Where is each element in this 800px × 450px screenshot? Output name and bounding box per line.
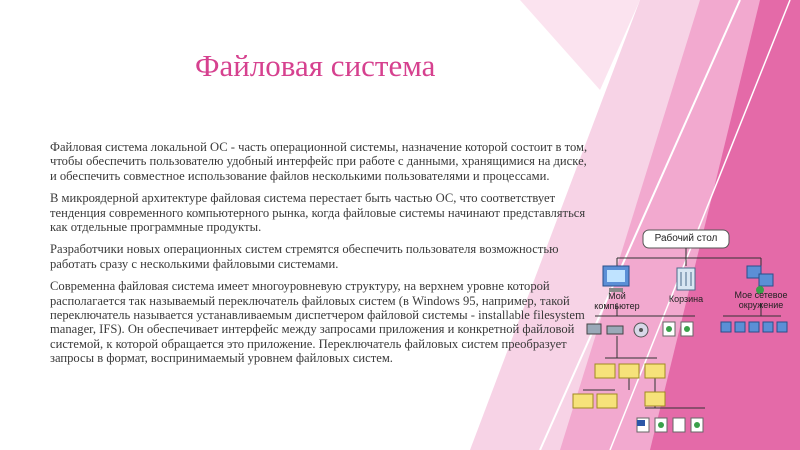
file-icons [637,418,703,432]
paragraph: Файловая система локальной ОС - часть операционной системы, назначение которой состоит в том, чтобы обеспечить пользователю удобный интерфейс при работе с данными, хранящимися на диске, и обеспечить совместное использование файлов несколькими пользователями и процессами. [50,140,588,183]
trash-icon [677,268,695,290]
paragraph: Современна файловая система имеет многоуровневую структуру, на верхнем уровне которой располагается так называемый переключатель файловых систем (в Windows 95, например, такой переключатель называется устанавливаемым диспетчером файловой системы - installable filesystem manager, IFS). Он обеспечивает интерфейс между запросами приложения и конкретной файловой системой, к которой обращается это приложение. Переключатель файловых систем преобразует запросы в формат, воспринимаемый уровнем файловых систем. [50,279,585,366]
paragraph: Разработчики новых операционных систем стремятся обеспечить пользователя возможностью работать сразу с несколькими файловыми системами. [50,242,559,271]
drive-icon [587,323,648,337]
node-label-trash: Корзина [668,294,704,304]
computer-icon [603,266,629,292]
folder-icons [573,364,665,408]
filesystem-tree-diagram [555,228,795,443]
slide-title: Файловая система [195,48,436,83]
paragraph: В микроядерной архитектуре файловая система перестает быть частью ОС, что соответствует тенденция современного компьютерного рынка, когда файловые системы начинают представляться как отдельные программные продукты. [50,191,586,235]
document-icons [663,322,693,336]
node-label-network: Мое сетевое окружение [734,290,788,310]
root-node-label: Рабочий стол [654,233,718,244]
slide-body [50,140,590,374]
network-computer-icons [721,322,787,332]
node-label-my-computer: Мой компьютер [594,291,640,311]
